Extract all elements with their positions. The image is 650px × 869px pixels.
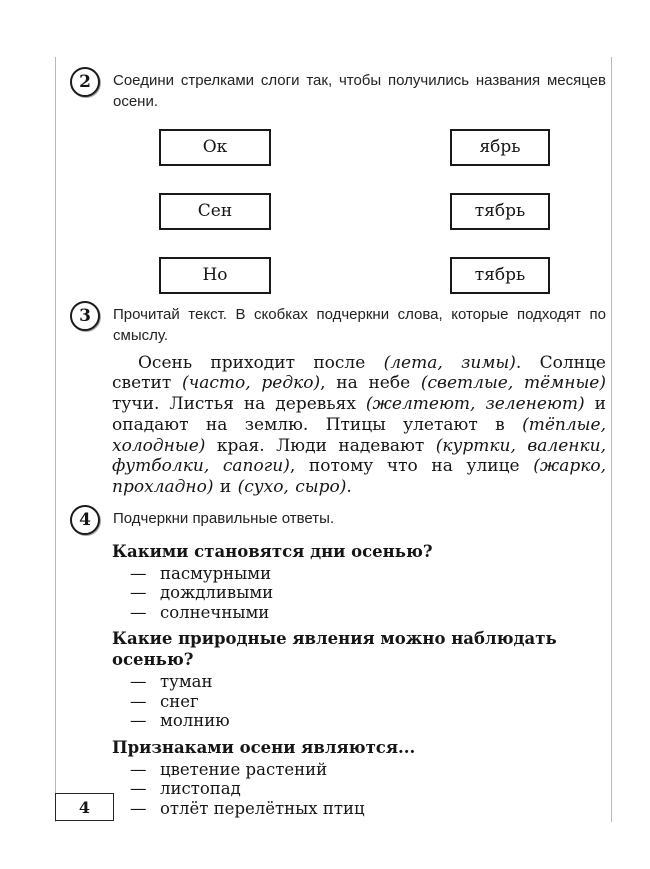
parenthetical-choice: (жарко, прохладно) [112, 456, 606, 498]
syllable-box-right: тябрь [450, 257, 550, 294]
parenthetical-choice: (желтеют, зеленеют) [365, 394, 585, 415]
answer-option-label: дождливыми [160, 583, 274, 603]
dash-marker: — [130, 779, 147, 799]
syllable-row [70, 129, 606, 166]
exercise-4-questions [70, 541, 606, 819]
parenthetical-choice: (тёплые, холодные) [112, 414, 606, 456]
answer-option-label: листопад [160, 779, 241, 799]
text-segment: Осень приходит после [138, 352, 384, 373]
answer-option-label: солнечными [160, 602, 270, 622]
answer-option-label: отлёт перелётных птиц [160, 798, 365, 818]
answer-option [130, 692, 606, 712]
question-group [70, 628, 606, 731]
page-content [70, 70, 606, 818]
text-segment: и опадают на землю. Птицы улетают в [112, 394, 606, 435]
text-segment: . [346, 477, 352, 498]
syllable-row [70, 257, 606, 294]
answer-option-label: снег [160, 691, 199, 711]
answer-option [130, 779, 606, 799]
syllable-box-left: Ок [159, 129, 271, 166]
answer-option-label: туман [160, 672, 213, 692]
text-segment: . Солнце светит [112, 352, 606, 394]
parenthetical-choice: (сухо, сыро) [237, 477, 347, 498]
syllable-row [70, 193, 606, 230]
exercise-4-header [70, 508, 606, 535]
exercise-number-badge: 4 [70, 505, 100, 535]
dash-marker: — [130, 602, 147, 622]
page-number-box [55, 793, 114, 821]
answer-option [130, 760, 606, 780]
syllable-box-left: Сен [159, 193, 271, 230]
page-frame-line-right [611, 57, 612, 822]
parenthetical-choice: (лета, зимы) [383, 352, 516, 373]
dash-marker: — [130, 798, 147, 818]
answer-option-label: пасмурными [160, 563, 272, 583]
parenthetical-choice: (светлые, тёмные) [420, 373, 606, 394]
syllable-box-right: тябрь [450, 193, 550, 230]
dash-marker: — [130, 711, 147, 731]
exercise-2-instruction: Соедини стрелками слоги так, чтобы получились названия месяцев осени. [113, 72, 606, 111]
exercise-2-header [70, 70, 606, 113]
answer-option [130, 672, 606, 692]
dash-marker: — [130, 583, 147, 603]
exercise-number-badge: 3 [70, 301, 100, 331]
answer-option-label: молнию [160, 711, 230, 731]
parenthetical-choice: (часто, редко) [182, 373, 321, 394]
question-text: Признаками осени являются... [112, 737, 416, 757]
syllable-boxes [70, 129, 606, 294]
exercise-3 [70, 304, 606, 498]
syllable-box-left: Но [159, 257, 271, 294]
answer-option-label: цветение растений [160, 759, 328, 779]
answer-option [130, 583, 606, 603]
exercise-4-instruction: Подчеркни правильные ответы. [113, 509, 335, 527]
text-segment: тучи. Листья на деревьях [112, 394, 366, 415]
syllable-box-right: ябрь [450, 129, 550, 166]
text-segment: края. Люди надевают [205, 435, 436, 456]
page-frame-line-left [55, 57, 56, 822]
parenthetical-choice: (куртки, валенки, футболки, сапоги) [112, 435, 606, 477]
question-group [70, 737, 606, 819]
question-text: Какие природные явления можно наблюдать осенью? [112, 629, 557, 670]
answer-option [130, 564, 606, 584]
dash-marker: — [130, 759, 147, 779]
question-text: Какими становятся дни осенью? [112, 541, 433, 561]
exercise-2 [70, 70, 606, 294]
page-number: 4 [78, 797, 91, 817]
exercise-3-text [112, 353, 606, 498]
exercise-3-header [70, 304, 606, 347]
text-segment: , на небе [320, 373, 421, 394]
exercise-4 [70, 508, 606, 819]
text-segment: и [213, 477, 238, 498]
answer-option [130, 799, 606, 819]
answer-option [130, 603, 606, 623]
dash-marker: — [130, 691, 147, 711]
question-group [70, 541, 606, 623]
exercise-number-badge: 2 [70, 67, 100, 97]
text-segment: , потому что на улице [289, 456, 534, 477]
answer-option [130, 711, 606, 731]
dash-marker: — [130, 672, 147, 692]
dash-marker: — [130, 563, 147, 583]
exercise-3-instruction: Прочитай текст. В скобках подчеркни слова, которые подходят по смыслу. [113, 305, 606, 345]
